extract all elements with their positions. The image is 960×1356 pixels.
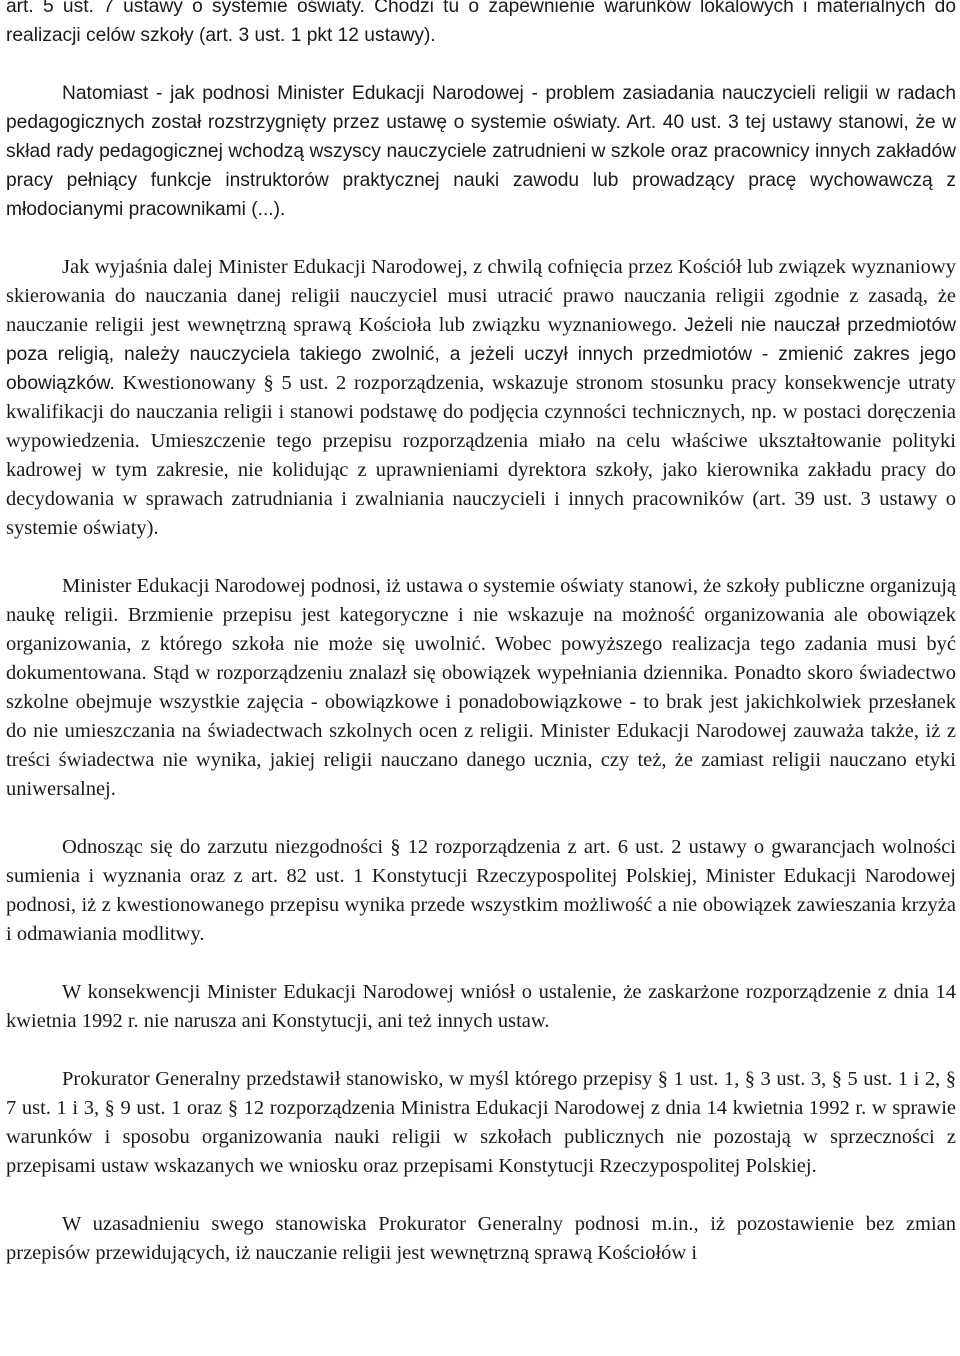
paragraph-3 (6, 253, 956, 543)
paragraph-7 (6, 1065, 956, 1181)
paragraph-7-text: Prokurator Generalny przedstawił stanowisko, w myśl którego przepisy § 1 ust. 1, § 3 ust. 3, § 5 ust. 1 i 2, § 7 ust. 1 i 3, § 9 ust. 1 oraz § 12 rozporządzenia Ministra Edukacji Narodowej z dnia 14 kwietnia 1992 r. w sprawie warunków i sposobu organizowania nauki religii w szkołach publicznych nie pozostają w sprzeczności z przepisami ustaw wskazanych we wniosku oraz przepisami Konstytucji Rzeczypospolitej Polskiej. (6, 1068, 956, 1177)
paragraph-6-text: W konsekwencji Minister Edukacji Narodowej wniósł o ustalenie, że zaskarżone rozporządzenie z dnia 14 kwietnia 1992 r. nie narusza ani Konstytucji, ani też innych ustaw. (6, 981, 956, 1032)
paragraph-1-text: art. 5 ust. 7 ustawy o systemie oświaty. Chodzi tu o zapewnienie warunków lokalowych i materialnych do realizacji celów szkoły (art. 3 ust. 1 pkt 12 ustawy). (6, 0, 956, 46)
paragraph-3-text-c: Kwestionowany § 5 ust. 2 rozporządzenia, wskazuje stronom stosunku pracy konsekwencje utraty kwalifikacji do nauczania religii i stanowi podstawę do podjęcia czynności technicznych, np. w postaci doręczenia wypowiedzenia. Umieszczenie tego przepisu rozporządzenia miało na celu właściwe ukształtowanie polityki kadrowej w tym zakresie, nie kolidując z uprawnieniami dyrektora szkoły, jako kierownika zakładu pracy do decydowania w sprawach zatrudniania i zwalniania nauczycieli i innych pracowników (art. 39 ust. 3 ustawy o systemie oświaty). (6, 372, 956, 539)
paragraph-4-text: Minister Edukacji Narodowej podnosi, iż ustawa o systemie oświaty stanowi, że szkoły publiczne organizują naukę religii. Brzmienie przepisu jest kategoryczne i nie wskazuje na możność organizowania ale obowiązek organizowania, z którego szkoła nie może się uwolnić. Wobec powyższego realizacja tego zadania musi być dokumentowana. Stąd w rozporządzeniu znalazł się obowiązek wypełniania dziennika. Ponadto skoro świadectwo szkolne obejmuje wszystkie zajęcia - obowiązkowe i ponadobowiązkowe - to brak jest jakichkolwiek przesłanek do nie umieszczania na świadectwach szkolnych ocen z religii. Minister Edukacji Narodowej zauważa także, iż z treści świadectwa nie wynika, jakiej religii nauczano danego ucznia, czy też, że zamiast religii nauczano etyki uniwersalnej. (6, 575, 957, 800)
paragraph-4 (6, 572, 956, 804)
paragraph-2-text: Natomiast - jak podnosi Minister Edukacji Narodowej - problem zasiadania nauczycieli religii w radach pedagogicznych został rozstrzygnięty przez ustawę o systemie oświaty. Art. 40 ust. 3 tej ustawy stanowi, że w skład rady pedagogicznej wchodzą wszyscy nauczyciele zatrudnieni w szkole oraz pracownicy innych zakładów pracy pełniący funkcje instruktorów praktycznej nauki zawodu lub prowadzący pracę wychowawczą z młodocianymi pracownikami (...). (6, 83, 956, 220)
paragraph-3-text-b: Jeżeli nie nauczał przedmiotów poza religią, należy nauczyciela takiego zwolnić, a jeżeli uczył innych przedmiotów - zmienić zakres jego obowiązków. (6, 315, 957, 394)
paragraph-8-text: W uzasadnieniu swego stanowiska Prokurator Generalny podnosi m.in., iż pozostawienie bez zmian przepisów przewidujących, iż nauczanie religii jest wewnętrzną sprawą Kościołów i (6, 1213, 956, 1264)
paragraph-2 (6, 79, 956, 224)
paragraph-8 (6, 1210, 956, 1268)
paragraph-5 (6, 833, 956, 949)
document-page (6, 0, 956, 1297)
paragraph-3-text-a: Jak wyjaśnia dalej Minister Edukacji Narodowej, z chwilą cofnięcia przez Kościół lub związek wyznaniowy skierowania do nauczania danej religii nauczyciel musi utracić prawo nauczania religii zgodnie z zasadą, że nauczanie religii jest wewnętrzną sprawą Kościoła lub związku wyznaniowego. (6, 256, 956, 336)
paragraph-6 (6, 978, 956, 1036)
paragraph-1 (6, 0, 956, 50)
paragraph-5-text: Odnosząc się do zarzutu niezgodności § 12 rozporządzenia z art. 6 ust. 2 ustawy o gwarancjach wolności sumienia i wyznania oraz z art. 82 ust. 1 Konstytucji Rzeczypospolitej Polskiej, Minister Edukacji Narodowej podnosi, iż z kwestionowanego przepisu wynika przede wszystkim możliwość a nie obowiązek zawieszania krzyża i odmawiania modlitwy. (6, 836, 956, 945)
